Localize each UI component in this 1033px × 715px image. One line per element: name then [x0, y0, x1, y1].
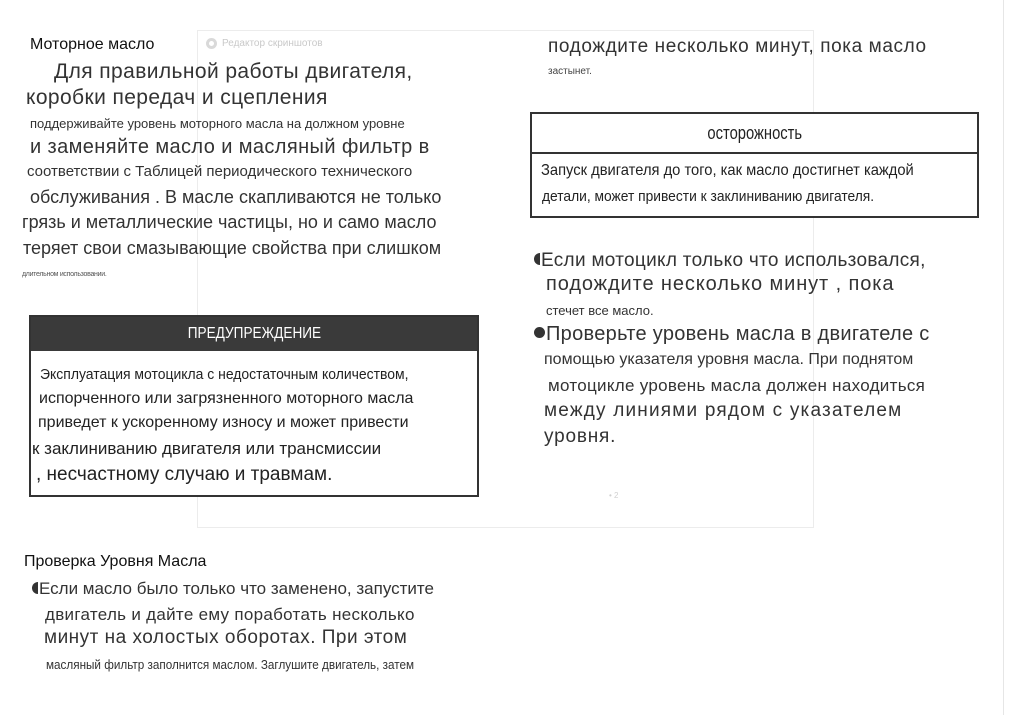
- warning-line: Эксплуатация мотоцикла с недостаточным количеством,: [40, 366, 409, 383]
- paragraph-line: масляный фильтр заполнится маслом. Заглушите двигатель, затем: [46, 657, 415, 672]
- bullet-line: [32, 579, 434, 599]
- bullet-icon: [534, 327, 545, 338]
- caution-line: Запуск двигателя до того, как масло достигнет каждой: [541, 162, 914, 179]
- caution-line: детали, может привести к заклиниванию двигателя.: [542, 188, 875, 205]
- editor-title-bar: [206, 38, 323, 49]
- paragraph-line: обслуживания . В масле скапливаются не только: [30, 187, 442, 207]
- warning-line: испорченного или загрязненного моторного масла: [39, 390, 414, 407]
- paragraph-line: уровня.: [544, 426, 617, 447]
- page-right-border: [1003, 0, 1004, 715]
- caution-title: [532, 114, 977, 154]
- paragraph-line: грязь и металлические частицы, но и само масло: [22, 212, 437, 232]
- page-mark: • 2: [609, 491, 619, 500]
- paragraph-line: двигатель и дайте ему поработать несколько: [45, 605, 415, 624]
- paragraph-line: поддерживайте уровень моторного масла на должном уровне: [30, 116, 405, 131]
- bullet-text: Проверьте уровень масла в двигателе с: [546, 323, 930, 345]
- section-header-oil-level: Проверка Уровня Масла: [24, 553, 207, 570]
- bullet-text: Если мотоцикл только что использовался,: [541, 250, 926, 271]
- bullet-line: [534, 250, 926, 272]
- paragraph-line: и заменяйте масло и масляный фильтр в: [30, 136, 430, 158]
- paragraph-line-tiny: длительном использовании.: [22, 271, 107, 278]
- paragraph-line: минут на холостых оборотах. При этом: [44, 627, 408, 648]
- paragraph-line: Для правильной работы двигателя,: [54, 60, 413, 83]
- bullet-text: Если масло было только что заменено, запустите: [39, 579, 434, 598]
- warning-title-text: ПРЕДУПРЕЖДЕНИЕ: [187, 325, 321, 342]
- warning-line: , несчастному случаю и травмам.: [36, 464, 333, 485]
- paragraph-line: подождите несколько минут , пока: [546, 273, 895, 295]
- bullet-icon: [32, 582, 38, 594]
- editor-logo-icon: [206, 38, 217, 49]
- paragraph-line: соответствии с Таблицей периодического технического: [27, 163, 413, 180]
- warning-title: [31, 317, 477, 351]
- editor-title: Редактор скриншотов: [222, 38, 323, 49]
- section-header-motor-oil: Моторное масло: [30, 36, 155, 53]
- paragraph-line: коробки передач и сцепления: [26, 86, 328, 109]
- bullet-line: [534, 323, 930, 346]
- paragraph-line: между линиями рядом с указателем: [544, 400, 903, 421]
- warning-line: приведет к ускоренному износу и может привести: [38, 414, 409, 431]
- paragraph-line: мотоцикле уровень масла должен находиться: [548, 376, 926, 395]
- bullet-icon: [534, 253, 540, 265]
- paragraph-line: теряет свои смазывающие свойства при слишком: [23, 238, 442, 258]
- caution-title-text: осторожность: [707, 122, 802, 143]
- paragraph-line: помощью указателя уровня масла. При поднятом: [544, 351, 914, 368]
- paragraph-line: подождите несколько минут, пока масло: [548, 36, 927, 57]
- paragraph-line: стечет все масло.: [546, 303, 654, 318]
- warning-line: к заклиниванию двигателя или трансмиссии: [32, 439, 382, 458]
- paragraph-line: застынет.: [548, 66, 592, 77]
